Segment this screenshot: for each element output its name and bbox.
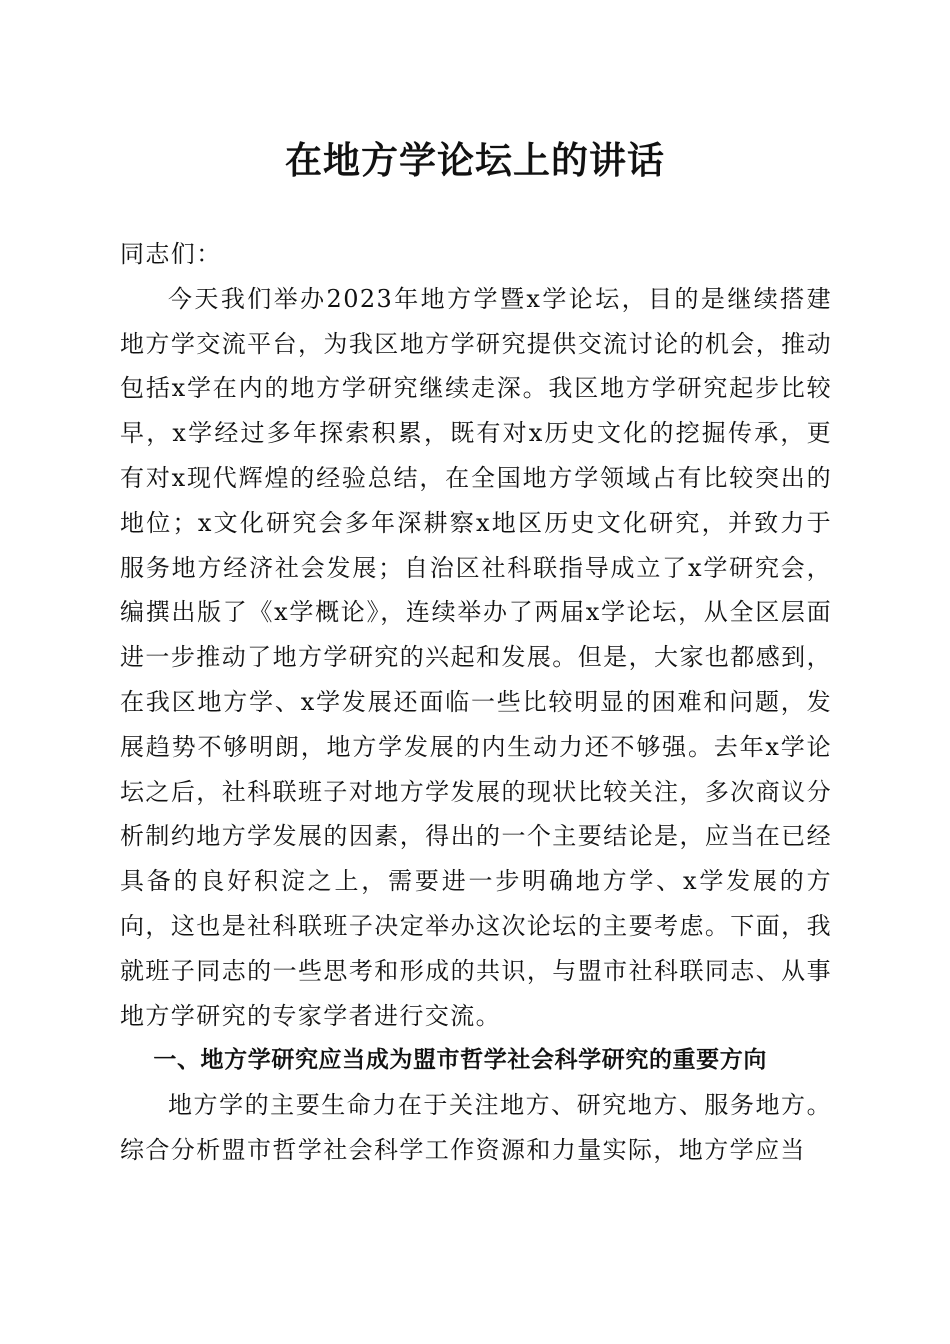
document-title: 在地方学论坛上的讲话 — [285, 138, 665, 182]
section-heading: 一、地方学研究应当成为盟市哲学社会科学研究的重要方向 — [153, 1047, 767, 1074]
body-paragraph: 今天我们举办2023年地方学暨x学论坛，目的是继续搭建地方学交流平台，为我区地方学研究提供交流讨论的机会，推动包括x学在内的地方学研究继续走深。我区地方学研究起步比较早，x学经过多年探索积累，既有对x历史文化的挖掘传承，更有对x现代辉煌的经验总结，在全国地方学领域占有比较突出的地位；x文化研究会多年深耕察x地区历史文化研究，并致力于服务地方经济社会发展；自治区社科联指导成立了x学研究会，编撰出版了《x学概论》，连续举办了两届x学论坛，从全区层面进一步推动了地方学研究的兴起和发展。但是，大家也都感到，在我区地方学、x学发展还面临一些比较明显的困难和问题，发展趋势不够明朗，地方学发展的内生动力还不够强。去年x学论坛之后，社科联班子对地方学发展的现状比较关注，多次商议分析制约地方学发展的因素，得出的一个主要结论是，应当在已经具备的良好积淀之上，需要进一步明确地方学、x学发展的方向，这也是社科联班子决定举办这次论坛的主要考虑。下面，我就班子同志的一些思考和形成的共识，与盟市社科联同志、从事地方学研究的专家学者进行交流。 — [120, 284, 832, 1030]
salutation: 同志们： — [120, 240, 222, 268]
document-body — [120, 232, 832, 1173]
body-paragraph: 地方学的主要生命力在于关注地方、研究地方、服务地方。综合分析盟市哲学社会科学工作资源和力量实际，地方学应当 — [120, 1091, 832, 1164]
